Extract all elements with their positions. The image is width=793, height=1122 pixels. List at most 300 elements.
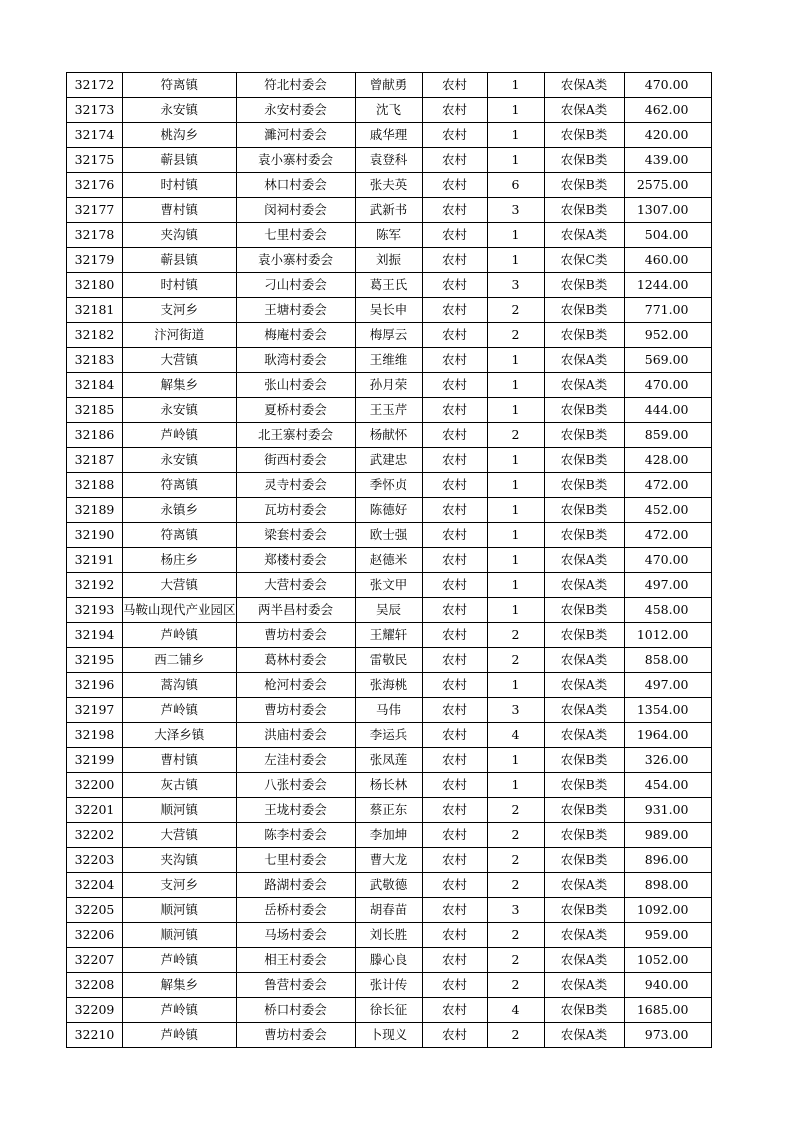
cell-name: 张凤莲 [355,748,422,773]
cell-id: 32195 [67,648,123,673]
cell-name: 马伟 [355,698,422,723]
cell-town: 符离镇 [123,73,237,98]
cell-village: 耿湾村委会 [236,348,355,373]
cell-amount: 1685.00 [624,998,711,1023]
cell-village: 灵寺村委会 [236,473,355,498]
cell-name: 刘长胜 [355,923,422,948]
table-row [67,673,712,698]
cell-count: 2 [487,973,544,998]
cell-town: 大营镇 [123,823,237,848]
cell-count: 3 [487,698,544,723]
cell-area: 农村 [422,973,487,998]
cell-id: 32175 [67,148,123,173]
cell-id: 32200 [67,773,123,798]
cell-village: 桥口村委会 [236,998,355,1023]
cell-category: 农保A类 [544,73,624,98]
table-row [67,898,712,923]
cell-count: 2 [487,948,544,973]
cell-category: 农保B类 [544,298,624,323]
cell-id: 32192 [67,573,123,598]
cell-id: 32208 [67,973,123,998]
cell-village: 曹坊村委会 [236,623,355,648]
table-row [67,748,712,773]
cell-area: 农村 [422,923,487,948]
table-row [67,848,712,873]
cell-village: 梅庵村委会 [236,323,355,348]
cell-village: 林口村委会 [236,173,355,198]
table-row [67,498,712,523]
table-row [67,273,712,298]
cell-id: 32205 [67,898,123,923]
cell-village: 闵祠村委会 [236,198,355,223]
cell-area: 农村 [422,773,487,798]
cell-area: 农村 [422,573,487,598]
cell-amount: 1354.00 [624,698,711,723]
cell-area: 农村 [422,248,487,273]
cell-category: 农保B类 [544,398,624,423]
cell-id: 32204 [67,873,123,898]
cell-area: 农村 [422,98,487,123]
cell-name: 曾献勇 [355,73,422,98]
cell-amount: 1092.00 [624,898,711,923]
cell-count: 2 [487,648,544,673]
cell-count: 1 [487,248,544,273]
cell-category: 农保B类 [544,773,624,798]
cell-id: 32177 [67,198,123,223]
cell-id: 32179 [67,248,123,273]
cell-name: 徐长征 [355,998,422,1023]
cell-count: 2 [487,823,544,848]
cell-name: 蔡正东 [355,798,422,823]
cell-area: 农村 [422,473,487,498]
cell-id: 32183 [67,348,123,373]
cell-count: 1 [487,373,544,398]
cell-category: 农保A类 [544,223,624,248]
cell-name: 武新书 [355,198,422,223]
cell-name: 滕心良 [355,948,422,973]
cell-area: 农村 [422,598,487,623]
cell-town: 大营镇 [123,348,237,373]
cell-category: 农保A类 [544,573,624,598]
cell-village: 枪河村委会 [236,673,355,698]
cell-name: 张计传 [355,973,422,998]
cell-id: 32190 [67,523,123,548]
cell-village: 街西村委会 [236,448,355,473]
cell-name: 卜现义 [355,1023,422,1048]
cell-name: 胡春苗 [355,898,422,923]
cell-area: 农村 [422,298,487,323]
cell-amount: 472.00 [624,523,711,548]
cell-id: 32187 [67,448,123,473]
cell-count: 1 [487,448,544,473]
cell-count: 1 [487,123,544,148]
cell-town: 芦岭镇 [123,1023,237,1048]
cell-category: 农保B类 [544,498,624,523]
cell-category: 农保C类 [544,248,624,273]
table-row [67,373,712,398]
table-row [67,148,712,173]
cell-village: 鲁营村委会 [236,973,355,998]
table-row [67,223,712,248]
cell-id: 32172 [67,73,123,98]
cell-name: 王维维 [355,348,422,373]
cell-town: 永镇乡 [123,498,237,523]
cell-town: 曹村镇 [123,748,237,773]
cell-area: 农村 [422,173,487,198]
cell-count: 2 [487,423,544,448]
cell-area: 农村 [422,823,487,848]
cell-count: 2 [487,848,544,873]
cell-town: 支河乡 [123,298,237,323]
cell-category: 农保A类 [544,673,624,698]
cell-area: 农村 [422,123,487,148]
cell-count: 3 [487,898,544,923]
cell-count: 2 [487,923,544,948]
cell-village: 张山村委会 [236,373,355,398]
cell-area: 农村 [422,448,487,473]
table-row [67,973,712,998]
table-row [67,823,712,848]
cell-village: 左洼村委会 [236,748,355,773]
cell-count: 1 [487,73,544,98]
cell-name: 雷敬民 [355,648,422,673]
cell-name: 王耀轩 [355,623,422,648]
table-row [67,548,712,573]
cell-amount: 470.00 [624,373,711,398]
cell-town: 解集乡 [123,973,237,998]
cell-village: 陈李村委会 [236,823,355,848]
cell-count: 3 [487,273,544,298]
cell-count: 2 [487,798,544,823]
cell-name: 沈飞 [355,98,422,123]
cell-amount: 454.00 [624,773,711,798]
cell-amount: 940.00 [624,973,711,998]
cell-count: 2 [487,298,544,323]
cell-category: 农保B类 [544,823,624,848]
cell-category: 农保B类 [544,623,624,648]
cell-area: 农村 [422,673,487,698]
cell-name: 武敬德 [355,873,422,898]
cell-category: 农保A类 [544,973,624,998]
cell-name: 戚华理 [355,123,422,148]
cell-town: 顺河镇 [123,923,237,948]
cell-id: 32188 [67,473,123,498]
table-row [67,773,712,798]
table-row [67,623,712,648]
cell-count: 6 [487,173,544,198]
cell-town: 时村镇 [123,273,237,298]
cell-town: 芦岭镇 [123,948,237,973]
cell-village: 北王寨村委会 [236,423,355,448]
cell-amount: 858.00 [624,648,711,673]
cell-category: 农保B类 [544,198,624,223]
cell-area: 农村 [422,323,487,348]
cell-category: 农保A类 [544,723,624,748]
cell-village: 两半昌村委会 [236,598,355,623]
cell-amount: 989.00 [624,823,711,848]
cell-village: 瓦坊村委会 [236,498,355,523]
cell-village: 路湖村委会 [236,873,355,898]
cell-area: 农村 [422,73,487,98]
cell-id: 32191 [67,548,123,573]
cell-id: 32176 [67,173,123,198]
cell-amount: 472.00 [624,473,711,498]
cell-id: 32197 [67,698,123,723]
cell-area: 农村 [422,1023,487,1048]
cell-area: 农村 [422,148,487,173]
cell-area: 农村 [422,423,487,448]
cell-amount: 428.00 [624,448,711,473]
table-row [67,123,712,148]
table-row [67,448,712,473]
cell-id: 32203 [67,848,123,873]
cell-name: 曹大龙 [355,848,422,873]
cell-count: 1 [487,523,544,548]
cell-category: 农保A类 [544,698,624,723]
cell-name: 陈军 [355,223,422,248]
cell-amount: 444.00 [624,398,711,423]
cell-amount: 931.00 [624,798,711,823]
cell-count: 1 [487,348,544,373]
cell-area: 农村 [422,873,487,898]
cell-name: 杨献怀 [355,423,422,448]
cell-town: 芦岭镇 [123,698,237,723]
cell-town: 夹沟镇 [123,848,237,873]
cell-village: 梁套村委会 [236,523,355,548]
cell-village: 曹坊村委会 [236,698,355,723]
cell-town: 解集乡 [123,373,237,398]
cell-amount: 470.00 [624,548,711,573]
cell-id: 32180 [67,273,123,298]
cell-town: 汴河街道 [123,323,237,348]
cell-village: 大营村委会 [236,573,355,598]
cell-id: 32196 [67,673,123,698]
table-row [67,1023,712,1048]
table-row [67,523,712,548]
cell-count: 1 [487,98,544,123]
cell-id: 32178 [67,223,123,248]
cell-category: 农保A类 [544,98,624,123]
cell-amount: 1244.00 [624,273,711,298]
cell-amount: 497.00 [624,673,711,698]
table-row [67,698,712,723]
cell-town: 西二铺乡 [123,648,237,673]
cell-town: 蕲县镇 [123,148,237,173]
cell-count: 2 [487,1023,544,1048]
cell-category: 农保B类 [544,423,624,448]
cell-id: 32209 [67,998,123,1023]
table-row [67,348,712,373]
cell-town: 大泽乡镇 [123,723,237,748]
cell-name: 武建忠 [355,448,422,473]
cell-category: 农保B类 [544,148,624,173]
cell-count: 1 [487,598,544,623]
cell-count: 2 [487,873,544,898]
cell-count: 1 [487,398,544,423]
cell-village: 葛林村委会 [236,648,355,673]
cell-category: 农保B类 [544,748,624,773]
table-row [67,98,712,123]
cell-count: 4 [487,998,544,1023]
cell-area: 农村 [422,273,487,298]
cell-count: 2 [487,623,544,648]
cell-name: 欧士强 [355,523,422,548]
cell-id: 32181 [67,298,123,323]
table-row [67,198,712,223]
cell-id: 32193 [67,598,123,623]
cell-amount: 1052.00 [624,948,711,973]
cell-category: 农保B类 [544,998,624,1023]
cell-category: 农保A类 [544,548,624,573]
cell-id: 32185 [67,398,123,423]
cell-village: 夏桥村委会 [236,398,355,423]
cell-area: 农村 [422,348,487,373]
cell-village: 王垅村委会 [236,798,355,823]
cell-amount: 952.00 [624,323,711,348]
cell-category: 农保B类 [544,173,624,198]
cell-village: 刁山村委会 [236,273,355,298]
cell-category: 农保B类 [544,448,624,473]
cell-area: 农村 [422,398,487,423]
cell-village: 岳桥村委会 [236,898,355,923]
cell-count: 1 [487,548,544,573]
cell-town: 灰古镇 [123,773,237,798]
cell-village: 八张村委会 [236,773,355,798]
cell-town: 大营镇 [123,573,237,598]
cell-count: 1 [487,223,544,248]
cell-area: 农村 [422,623,487,648]
table-row [67,648,712,673]
cell-id: 32198 [67,723,123,748]
cell-village: 符北村委会 [236,73,355,98]
cell-amount: 326.00 [624,748,711,773]
cell-name: 季怀贞 [355,473,422,498]
cell-id: 32202 [67,823,123,848]
cell-count: 2 [487,323,544,348]
cell-count: 1 [487,473,544,498]
cell-village: 马场村委会 [236,923,355,948]
cell-category: 农保B类 [544,323,624,348]
cell-category: 农保A类 [544,648,624,673]
cell-village: 袁小寨村委会 [236,148,355,173]
cell-area: 农村 [422,698,487,723]
cell-category: 农保B类 [544,473,624,498]
cell-area: 农村 [422,198,487,223]
table-row [67,248,712,273]
cell-village: 洪庙村委会 [236,723,355,748]
cell-amount: 959.00 [624,923,711,948]
cell-count: 1 [487,773,544,798]
cell-name: 陈德好 [355,498,422,523]
cell-town: 芦岭镇 [123,623,237,648]
cell-amount: 1012.00 [624,623,711,648]
cell-area: 农村 [422,223,487,248]
cell-name: 张夫英 [355,173,422,198]
table-row [67,73,712,98]
cell-village: 相王村委会 [236,948,355,973]
cell-amount: 1964.00 [624,723,711,748]
cell-village: 郑楼村委会 [236,548,355,573]
cell-area: 农村 [422,998,487,1023]
cell-id: 32186 [67,423,123,448]
cell-amount: 973.00 [624,1023,711,1048]
cell-category: 农保A类 [544,948,624,973]
cell-town: 杨庄乡 [123,548,237,573]
table-row [67,923,712,948]
cell-id: 32189 [67,498,123,523]
cell-count: 1 [487,498,544,523]
cell-amount: 458.00 [624,598,711,623]
data-table [66,72,712,1048]
cell-count: 1 [487,748,544,773]
table-row [67,723,712,748]
cell-town: 马鞍山现代产业园区 [123,598,237,623]
cell-category: 农保B类 [544,123,624,148]
cell-town: 永安镇 [123,98,237,123]
cell-name: 赵德米 [355,548,422,573]
cell-town: 支河乡 [123,873,237,898]
cell-town: 时村镇 [123,173,237,198]
cell-area: 农村 [422,748,487,773]
cell-village: 七里村委会 [236,848,355,873]
cell-village: 永安村委会 [236,98,355,123]
cell-category: 农保A类 [544,373,624,398]
cell-town: 永安镇 [123,448,237,473]
cell-category: 农保B类 [544,898,624,923]
cell-amount: 569.00 [624,348,711,373]
cell-area: 农村 [422,723,487,748]
table-row [67,798,712,823]
cell-area: 农村 [422,798,487,823]
cell-village: 王塘村委会 [236,298,355,323]
table-row [67,573,712,598]
cell-count: 1 [487,673,544,698]
cell-name: 梅厚云 [355,323,422,348]
cell-town: 蕲县镇 [123,248,237,273]
cell-id: 32174 [67,123,123,148]
cell-area: 农村 [422,648,487,673]
table-row [67,948,712,973]
table-row [67,323,712,348]
table-row [67,473,712,498]
cell-area: 农村 [422,548,487,573]
cell-amount: 462.00 [624,98,711,123]
cell-amount: 2575.00 [624,173,711,198]
cell-amount: 470.00 [624,73,711,98]
cell-id: 32207 [67,948,123,973]
cell-town: 顺河镇 [123,798,237,823]
cell-amount: 859.00 [624,423,711,448]
cell-amount: 896.00 [624,848,711,873]
cell-area: 农村 [422,498,487,523]
cell-name: 张文甲 [355,573,422,598]
cell-name: 吴长申 [355,298,422,323]
cell-town: 符离镇 [123,523,237,548]
cell-name: 袁登科 [355,148,422,173]
cell-id: 32206 [67,923,123,948]
cell-name: 吴辰 [355,598,422,623]
cell-town: 蒿沟镇 [123,673,237,698]
table-body [67,73,712,1048]
cell-name: 王玉芹 [355,398,422,423]
cell-amount: 898.00 [624,873,711,898]
cell-amount: 497.00 [624,573,711,598]
table-row [67,598,712,623]
table-row [67,298,712,323]
cell-id: 32199 [67,748,123,773]
table-row [67,173,712,198]
cell-category: 农保A类 [544,348,624,373]
